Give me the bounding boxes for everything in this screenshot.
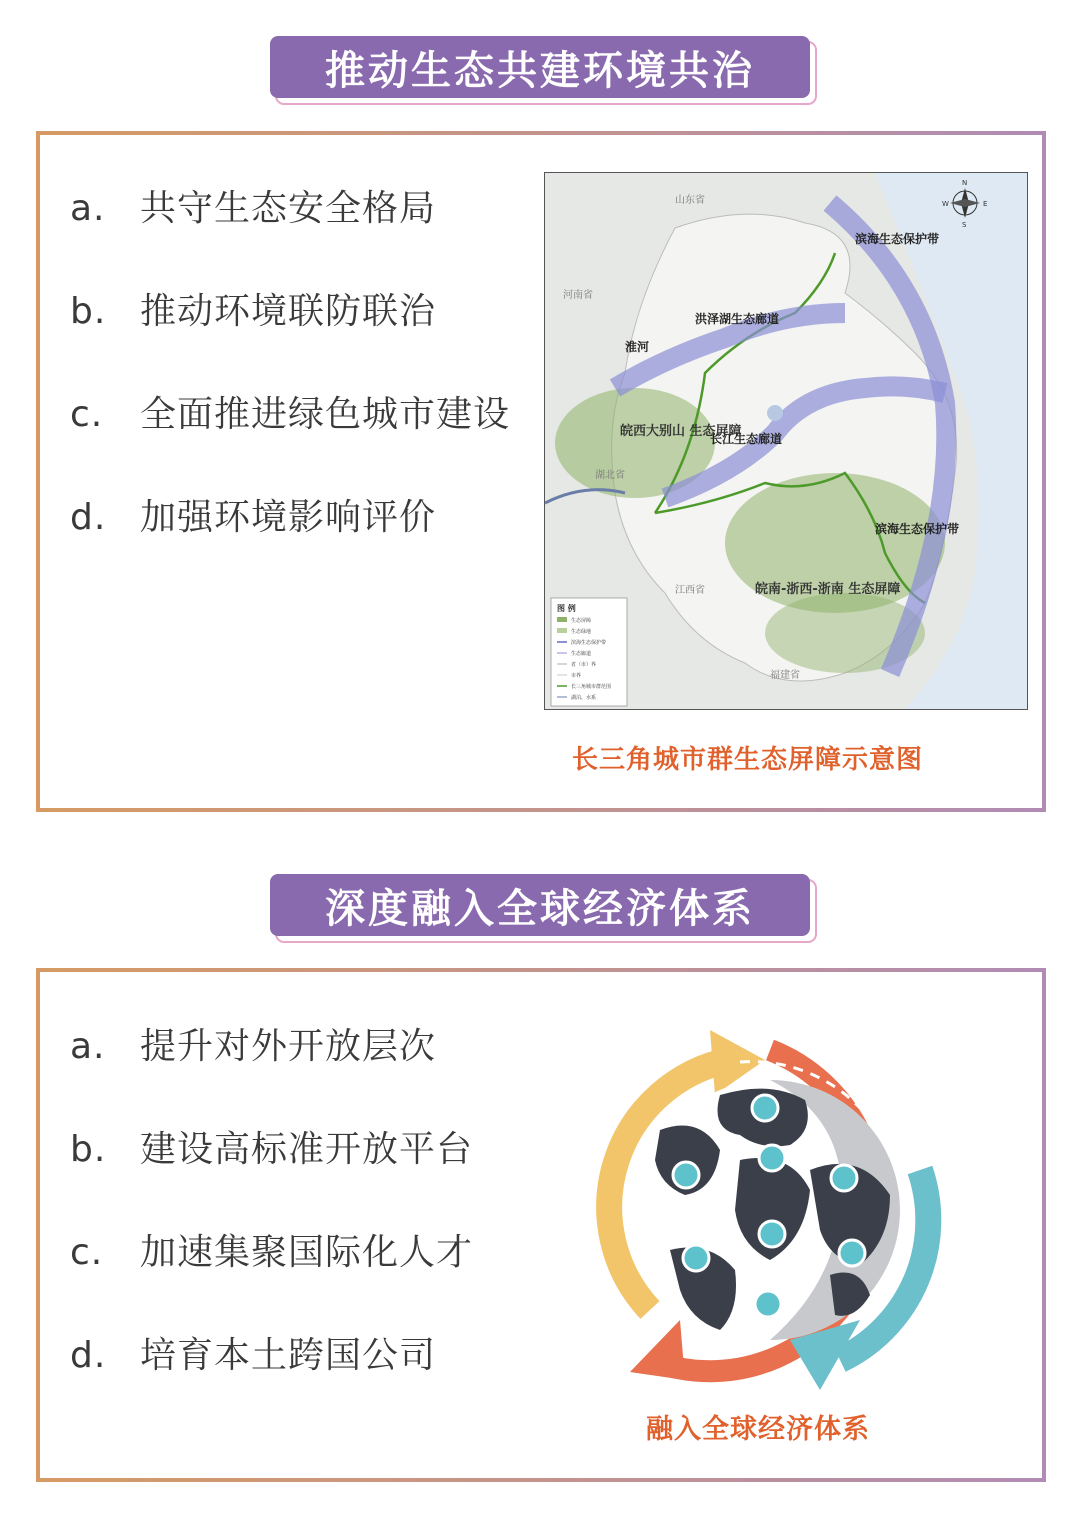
svg-text:S: S (962, 221, 967, 229)
svg-text:湖泊、水系: 湖泊、水系 (571, 695, 597, 701)
map-label-coastal-belt-south: 滨海生态保护带 (875, 522, 960, 536)
ecology-item-b: b. 推动环境联防联治 (70, 291, 437, 332)
ecology-item-d: d. 加强环境影响评价 (70, 497, 437, 538)
section-title-global-economy: 深度融入全球经济体系 (270, 874, 810, 936)
svg-text:生态绿地: 生态绿地 (571, 629, 592, 635)
svg-text:市界: 市界 (571, 673, 582, 679)
globe-caption: 融入全球经济体系 (646, 1414, 870, 1445)
map-label-hubei: 湖北省 (595, 470, 625, 481)
map-label-hongze-corridor: 洪泽湖生态廊道 (695, 312, 780, 326)
map-label-huaihe: 淮河 (625, 340, 650, 354)
ecological-barrier-map (544, 172, 1028, 710)
section-title-ecology: 推动生态共建环境共治 (270, 36, 810, 98)
map-label-shandong: 山东省 (675, 195, 705, 206)
global-item-b: b. 建设高标准开放平台 (70, 1129, 474, 1170)
map-label-coastal-belt-north: 滨海生态保护带 (855, 232, 940, 246)
svg-text:W: W (942, 200, 949, 208)
global-item-a: a. 提升对外开放层次 (70, 1026, 437, 1067)
map-label-dabie-barrier: 皖西大别山 生态屏障 (620, 424, 742, 439)
global-item-c: c. 加速集聚国际化人才 (70, 1232, 474, 1273)
svg-text:省（市）界: 省（市）界 (571, 662, 597, 668)
map-label-jiangxi: 江西省 (675, 585, 705, 596)
map-label-henan: 河南省 (563, 290, 593, 301)
map-legend (551, 598, 627, 706)
map-label-fujian: 福建省 (770, 670, 800, 681)
svg-text:生态廊道: 生态廊道 (571, 651, 592, 657)
global-item-d: d. 培育本土跨国公司 (70, 1335, 437, 1376)
svg-text:长三角城市群范围: 长三角城市群范围 (571, 684, 612, 690)
svg-text:E: E (983, 200, 988, 208)
map-label-changjiang-corridor: 长江生态廊道 (710, 432, 783, 446)
svg-text:图 例: 图 例 (557, 604, 576, 613)
ecology-item-a: a. 共守生态安全格局 (70, 188, 437, 229)
ecology-item-c: c. 全面推进绿色城市建设 (70, 394, 511, 435)
globe-illustration (590, 1020, 950, 1400)
svg-text:生态屏障: 生态屏障 (571, 618, 592, 624)
map-caption: 长三角城市群生态屏障示意图 (572, 745, 924, 775)
svg-text:滨海生态保护带: 滨海生态保护带 (571, 640, 607, 646)
svg-text:N: N (962, 179, 968, 187)
map-label-wannan-barrier: 皖南-浙西-浙南 生态屏障 (755, 582, 901, 597)
